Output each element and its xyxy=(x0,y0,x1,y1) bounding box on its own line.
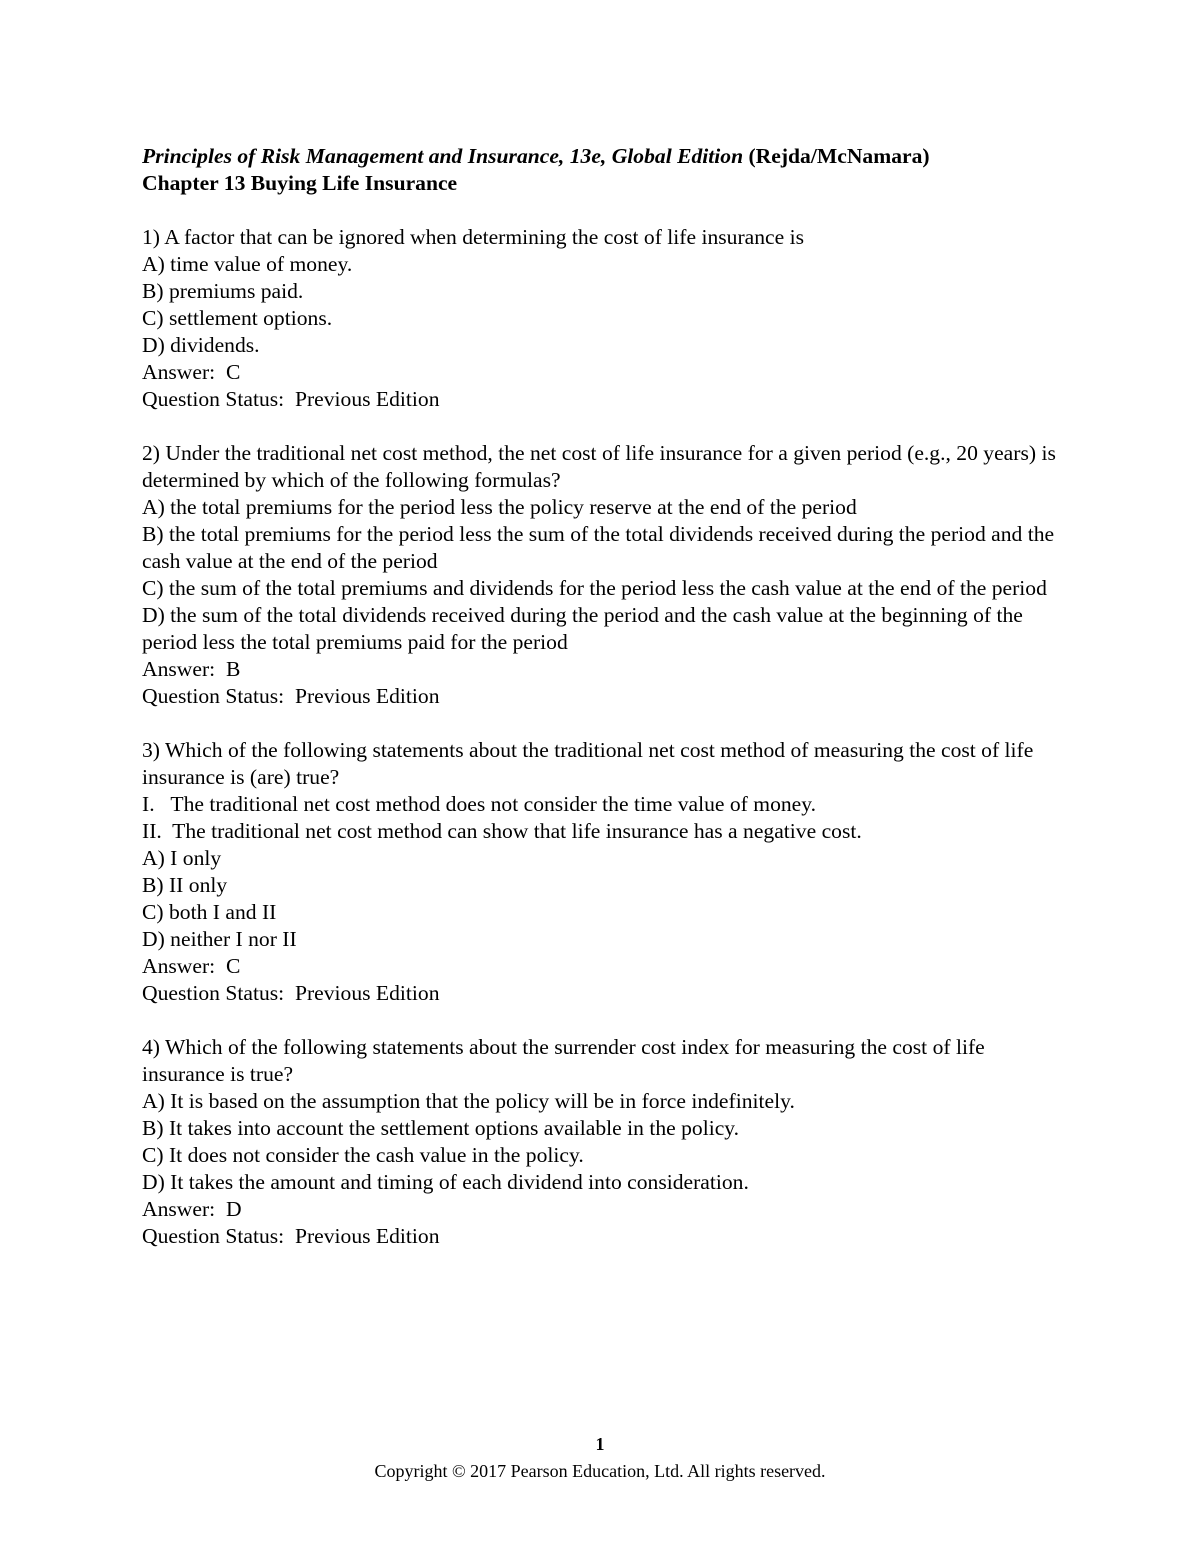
copyright-notice: Copyright © 2017 Pearson Education, Ltd. All rights reserved. xyxy=(374,1461,826,1481)
question-stem: 2) Under the traditional net cost method, the net cost of life insurance for a given period (e.g., 20 years) is determined by which of the following formulas? xyxy=(142,441,1062,492)
question-status: Question Status: Previous Edition xyxy=(142,981,440,1005)
question-status: Question Status: Previous Edition xyxy=(142,387,440,411)
option-a: A) I only xyxy=(142,846,222,870)
option-a: A) time value of money. xyxy=(142,252,353,276)
option-a: A) the total premiums for the period less the policy reserve at the end of the period xyxy=(142,495,857,519)
option-d: D) dividends. xyxy=(142,333,260,357)
question-1 xyxy=(142,224,1072,413)
option-b: B) premiums paid. xyxy=(142,279,304,303)
option-a: A) It is based on the assumption that the policy will be in force indefinitely. xyxy=(142,1089,795,1113)
option-c: C) the sum of the total premiums and dividends for the period less the cash value at the end of the period xyxy=(142,576,1047,600)
question-3 xyxy=(142,737,1072,1007)
question-status: Question Status: Previous Edition xyxy=(142,684,440,708)
option-b: B) II only xyxy=(142,873,228,897)
question-stem: 3) Which of the following statements about the traditional net cost method of measuring the cost of life insurance is (are) true? xyxy=(142,738,1039,789)
question-2 xyxy=(142,440,1072,710)
answer-line: Answer: B xyxy=(142,657,241,681)
option-b: B) the total premiums for the period less the sum of the total dividends received during the period and the cash value at the end of the period xyxy=(142,522,1060,573)
option-d: D) It takes the amount and timing of each dividend into consideration. xyxy=(142,1170,749,1194)
question-4 xyxy=(142,1034,1072,1250)
page-number: 1 xyxy=(595,1434,605,1454)
chapter-heading: Chapter 13 Buying Life Insurance xyxy=(142,171,458,195)
question-status: Question Status: Previous Edition xyxy=(142,1224,440,1248)
option-c: C) settlement options. xyxy=(142,306,333,330)
option-d: D) neither I nor II xyxy=(142,927,297,951)
question-stem: 1) A factor that can be ignored when determining the cost of life insurance is xyxy=(142,225,804,249)
option-b: B) It takes into account the settlement options available in the policy. xyxy=(142,1116,740,1140)
book-title: Principles of Risk Management and Insurance, 13e, Global Edition xyxy=(142,144,744,168)
option-c: C) It does not consider the cash value in the policy. xyxy=(142,1143,584,1167)
book-authors: (Rejda/McNamara) xyxy=(743,144,930,168)
answer-line: Answer: C xyxy=(142,360,241,384)
document-page xyxy=(142,143,1072,1277)
statement-ii: II. The traditional net cost method can show that life insurance has a negative cost. xyxy=(142,819,862,843)
answer-line: Answer: C xyxy=(142,954,241,978)
document-title xyxy=(142,143,1072,170)
answer-line: Answer: D xyxy=(142,1197,242,1221)
question-stem: 4) Which of the following statements about the surrender cost index for measuring the cost of life insurance is true? xyxy=(142,1035,991,1086)
option-c: C) both I and II xyxy=(142,900,277,924)
option-d: D) the sum of the total dividends received during the period and the cash value at the beginning of the period less the total premiums paid for the period xyxy=(142,603,1029,654)
statement-i: I. The traditional net cost method does not consider the time value of money. xyxy=(142,792,817,816)
